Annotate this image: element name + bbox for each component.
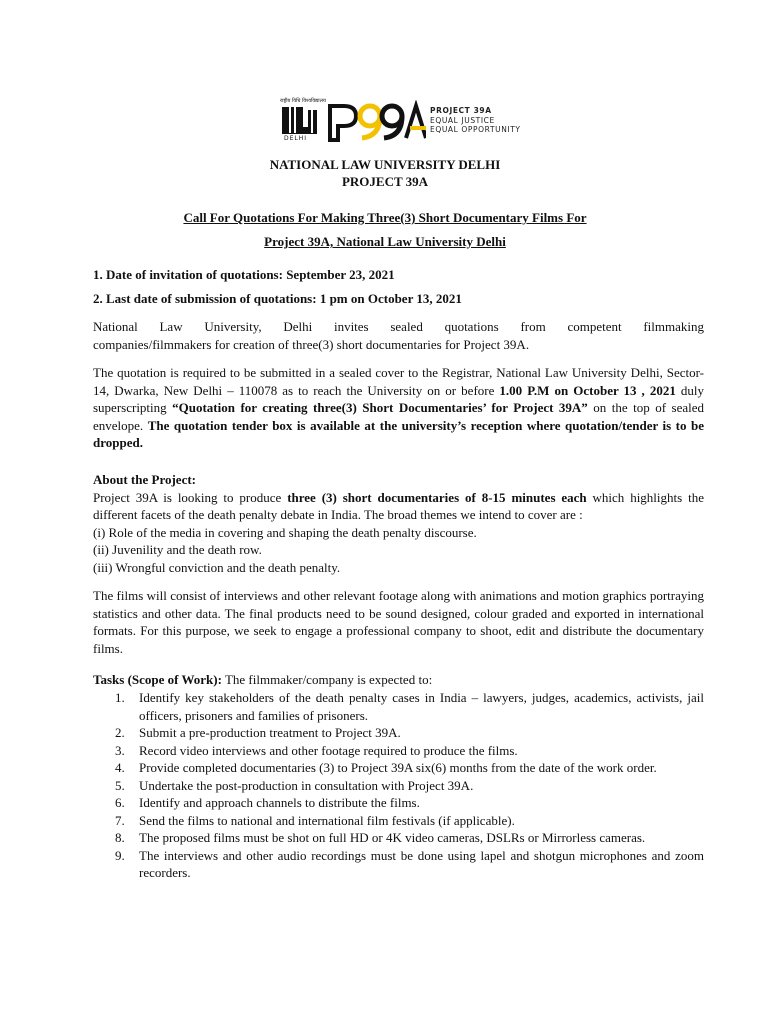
- about-heading: About the Project:: [93, 472, 197, 487]
- task-number: 9.: [115, 847, 125, 863]
- task-number: 4.: [115, 760, 125, 775]
- task-text: Undertake the post-production in consultation with Project 39A.: [139, 777, 474, 793]
- document-title-line-2: Project 39A, National Law University Delhi: [264, 234, 506, 249]
- tasks-list: [93, 689, 704, 882]
- envelope-superscription: “Quotation for creating three(3) Short Documentaries’ for Project 39A”: [172, 400, 588, 415]
- intro-line-2: companies/filmmakers for creation of three(3) short documentaries for Project 39A.: [93, 336, 530, 352]
- task-number: 2.: [115, 725, 125, 740]
- tasks-intro-text: The filmmaker/company is expected to:: [221, 672, 433, 687]
- project-39a-logo-icon: [326, 100, 426, 142]
- p39-line-2: EQUAL JUSTICE: [430, 115, 495, 125]
- tender-box-note: The quotation tender box is available at the university’s reception where quotation/tender is to be dropped.: [93, 417, 704, 450]
- task-number: 5.: [115, 777, 125, 793]
- theme-item: (iii) Wrongful conviction and the death penalty.: [93, 559, 341, 575]
- intro-paragraph: [93, 318, 704, 353]
- submission-text-3: on the top of sealed envelope.: [93, 400, 704, 433]
- p39-line-3: EQUAL OPPORTUNITY: [430, 125, 521, 134]
- submission-text-2: duly superscripting: [93, 382, 704, 415]
- task-number: 7.: [115, 812, 125, 828]
- task-text: Identify and approach channels to distribute the films.: [139, 795, 420, 810]
- project-39a-tagline: [430, 106, 521, 135]
- task-item: [93, 742, 704, 760]
- task-text: Provide completed documentaries (3) to Project 39A six(6) months from the date of the work order.: [139, 760, 657, 775]
- about-text-1: Project 39A is looking to produce: [93, 489, 288, 505]
- task-item: [93, 689, 704, 724]
- submission-deadline: 2. Last date of submission of quotations: 1 pm on October 13, 2021: [93, 291, 462, 306]
- task-text: Submit a pre-production treatment to Project 39A.: [139, 725, 401, 740]
- nlu-delhi-logo: [280, 98, 326, 144]
- header-logos: [280, 98, 570, 144]
- task-item: [93, 777, 704, 795]
- about-text-2: which highlights the different facets of the death penalty debate in India. The broad themes we intend to cover are :: [93, 489, 704, 522]
- task-text: Identify key stakeholders of the death penalty cases in India – lawyers, judges, academics, activists, jail officers, prisoners and families of prisoners.: [139, 690, 704, 723]
- about-documentary-spec: three (3) short documentaries of 8-15 minutes each: [287, 489, 587, 505]
- intro-line-1: National Law University, Delhi invites sealed quotations from competent filmmaking: [93, 319, 704, 334]
- task-text: Send the films to national and international film festivals (if applicable).: [139, 812, 515, 828]
- task-number: 8.: [115, 830, 125, 845]
- project-name: PROJECT 39A: [341, 174, 429, 189]
- document-title-line-1: Call For Quotations For Making Three(3) Short Documentary Films For: [183, 210, 587, 225]
- films-paragraph: The films will consist of interviews and other relevant footage along with animations and motion graphics portraying statistics and other data. The final products need to be sound designed, colour graded and exported in international formats. For this purpose, we seek to engage a professional company to shoot, edit and distribute the documentary films.: [93, 588, 704, 656]
- task-item: [93, 724, 704, 742]
- theme-item: (ii) Juvenility and the death row.: [93, 542, 262, 557]
- task-item: [93, 812, 704, 830]
- task-number: 3.: [115, 742, 125, 758]
- p39-line-1: PROJECT 39A: [430, 106, 492, 115]
- nlu-hindi-tagline: राष्ट्रीय विधि विश्वविद्यालय: [280, 98, 326, 104]
- task-text: The proposed films must be shot on full HD or 4K video cameras, DSLRs or Mirrorless cameras.: [139, 830, 646, 845]
- theme-item: (i) Role of the media in covering and shaping the death penalty discourse.: [93, 524, 477, 540]
- task-item: [93, 829, 704, 847]
- tasks-intro: [93, 671, 704, 689]
- about-section: [93, 471, 704, 576]
- task-text: The interviews and other audio recordings must be done using lapel and shotgun microphones and zoom recorders.: [139, 847, 704, 880]
- task-item: [93, 794, 704, 812]
- about-paragraph: [93, 489, 704, 524]
- tasks-heading: Tasks (Scope of Work):: [93, 672, 222, 687]
- task-number: 6.: [115, 795, 125, 810]
- nlu-city-label: DELHI: [284, 135, 308, 142]
- university-name: NATIONAL LAW UNIVERSITY DELHI: [269, 157, 501, 172]
- task-text: Record video interviews and other footage required to produce the films.: [139, 742, 518, 758]
- invitation-date: 1. Date of invitation of quotations: September 23, 2021: [93, 267, 395, 282]
- task-number: 1.: [115, 690, 125, 705]
- task-item: [93, 847, 704, 882]
- task-item: [93, 759, 704, 777]
- submission-paragraph: [93, 364, 704, 452]
- submission-text-1: The quotation is required to be submitted in a sealed cover to the Registrar, National Law University Delhi, Sector- 14, Dwarka, New Delhi – 110078 as to reach the University on or before: [93, 365, 704, 398]
- submission-deadline-bold: 1.00 P.M on October 13 , 2021: [499, 382, 676, 398]
